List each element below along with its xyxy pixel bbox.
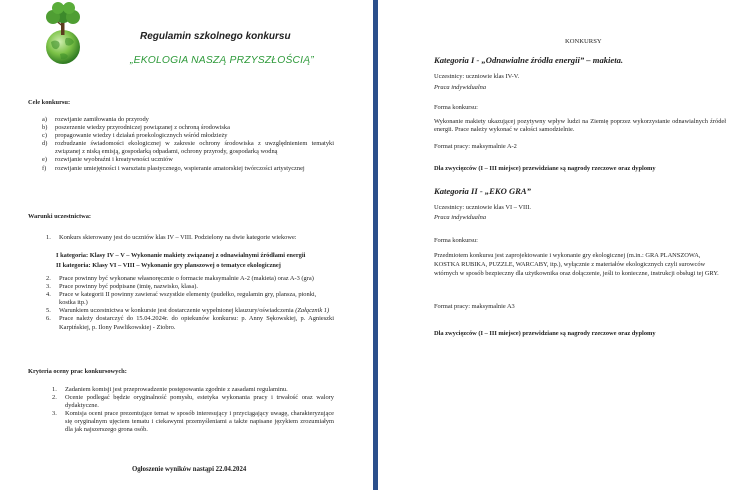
globe-tree-icon <box>33 2 93 66</box>
category-1-form-label: Forma konkursu: <box>434 104 478 111</box>
category-2-prizes: Dla zwycięzców (I – III miejsce) przewidziane są nagrody rzeczowe oraz dyplomy <box>434 330 656 337</box>
page-header: KONKURSY <box>565 38 602 45</box>
category-2-form-label: Forma konkursu: <box>434 237 478 244</box>
category-1-format: Format pracy: maksymalnie A-2 <box>434 143 517 150</box>
list-item: 4. Prace w kategorii II powinny zawierać wszystkie elementy (pudełko, regulamin gry, plansza, pionki, kostka itp.) <box>46 291 317 307</box>
condition-1: 1. Konkurs skierowany jest do uczniów klas IV – VIII. Podzielony na dwie kategorie wiekowe: <box>46 234 297 241</box>
category-1-form-text: Wykonanie makiety ukazującej pozytywny wpływ ludzi na Ziemię poprzez wykorzystanie odnawialnych źródeł energii. Prace należy wykonać w całości samodzielnie. <box>434 118 726 134</box>
list-item: d) rozbudzanie świadomości ekologicznej w zakresie ochrony środowiska z uwzględnieniem tematyki związanej z niską emisją, gospodarką odpadami, ochrony przyrody, gospodarką wodną <box>42 140 334 156</box>
list-item: 2. Prace powinny być wykonane własnoręcznie o formacie maksymalnie A-2 (makieta) oraz A-3 (gra) <box>46 275 314 282</box>
criteria-list <box>52 386 334 435</box>
category-2-form-text: Przedmiotem konkursu jest zaprojektowanie i wykonanie gry ekologicznej (m.in.: GRA PLANSZOWA, KOSTKA RUBIKA, PUZZLE, WARCABY, itp.), wyłącznie z materiałów ekologicznych czyli surowców wtórnych w sposób bezpieczny dla użytkownika oraz dołączenie, jeśli to konieczne, instrukcji obsługi tej GRY. <box>434 252 719 277</box>
category-1-mode: Praca indywidualna <box>434 84 487 91</box>
list-item: 2. Ocenie podlegać będzie oryginalność pomysłu, estetyka wykonania pracy i trwałość oraz walory dydaktyczne. <box>52 394 334 410</box>
goals-list <box>42 116 334 173</box>
conditions-list <box>46 275 334 332</box>
list-item: 1. Zadaniem komisji jest przeprowadzenie postępowania zgodnie z zasadami regulaminu. <box>52 386 288 393</box>
category-2-participants: Uczestnicy: uczniowie klas VI – VIII. <box>434 204 532 211</box>
conditions-heading: Warunki uczestnictwa: <box>28 213 92 220</box>
page-title: Regulamin szkolnego konkursu <box>140 31 291 42</box>
category-2-title: Kategoria II - „EKO GRA” <box>434 186 531 196</box>
list-item: f) rozwijanie umiejętności i warsztatu plastycznego, wspieranie amatorskiej twórczości artystycznej <box>42 164 305 172</box>
category-2-format: Format pracy: maksymalnie A3 <box>434 303 515 310</box>
document-page-2 <box>378 0 750 490</box>
list-item: c) propagowanie wiedzy i działań proekologicznych wśród młodzieży <box>42 132 228 140</box>
category-2-line: II kategoria: Klasy VI – VIII – Wykonanie gry planszowej o tematyce ekologicznej <box>56 262 281 269</box>
document-page-1 <box>0 0 373 490</box>
category-2-mode: Praca indywidualna <box>434 214 487 221</box>
category-1-title: Kategoria I - „Odnawialne źródła energii” – makieta. <box>434 55 624 65</box>
list-item: 3. Komisja oceni prace prezentujące temat w sposób interesujący i przyciągający uwagę, charakteryzujące się oryginalnym ujęciem tematu i ciekawymi przemyśleniami a także napisane językiem zrozumiałym dla jak najszerszego grona osób. <box>52 410 334 434</box>
list-item: e) rozwijanie wyobraźni i kreatywności uczniów <box>42 156 173 164</box>
category-1-prizes: Dla zwycięzców (I – III miejsce) przewidziane są nagrody rzeczowe oraz dyplomy <box>434 165 656 172</box>
list-item: 6. Prace należy dostarczyć do 15.04.2024r. do opiekunów konkursu: p. Anny Sękowskiej, p. Agnieszki Karpińskiej, p. Ilony Pawlikowskiej - Ziobro. <box>46 315 334 331</box>
list-item: a) rozwijanie zamiłowania do przyrody <box>42 116 149 123</box>
list-item: 5. Warunkiem uczestnictwa w konkursie jest dostarczenie wypełnionej klauzury/oświadczenia (Załącznik 1) <box>46 307 330 315</box>
goals-heading: Cele konkursu: <box>28 99 71 106</box>
criteria-heading: Kryteria oceny prac konkursowych: <box>28 368 127 375</box>
category-1-participants: Uczestnicy: uczniowie klas IV-V. <box>434 73 520 80</box>
list-item: b) poszerzenie wiedzy przyrodniczej powiązanej z ochroną środowiska <box>42 124 230 132</box>
results-announcement: Ogłoszenie wyników nastąpi 22.04.2024 <box>132 466 247 473</box>
list-item: 3. Prace powinny być podpisane (imię, nazwisko, klasa). <box>46 283 198 291</box>
page-subtitle: „EKOLOGIA NASZĄ PRZYSZŁOŚCIĄ” <box>130 55 314 66</box>
category-1-line: I kategoria: Klasy IV – V – Wykonanie makiety związanej z odnawialnymi źródłami energii <box>56 252 306 259</box>
